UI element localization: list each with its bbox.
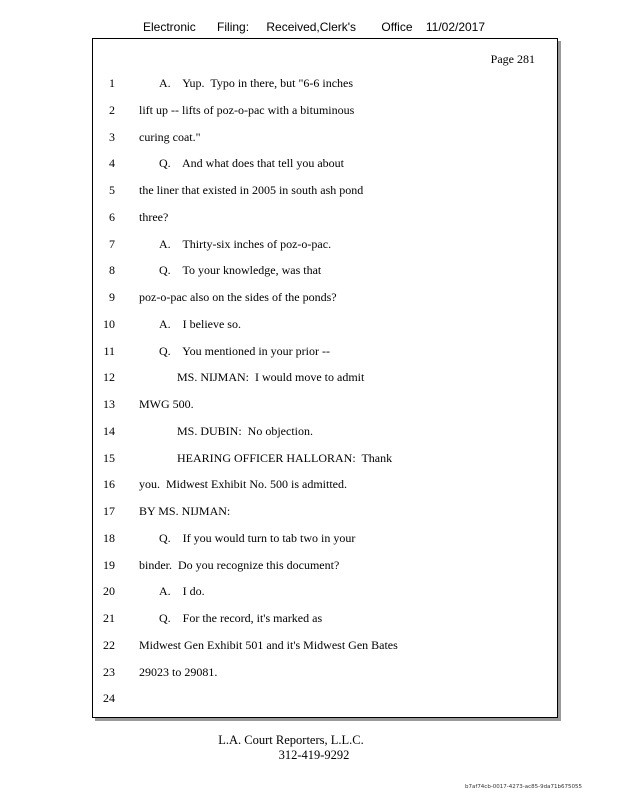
transcript-line [93, 476, 557, 492]
line-text: A. Yup. Typo in there, but "6-6 inches [159, 76, 354, 90]
line-text: curing coat." [139, 129, 201, 144]
transcript-line [93, 637, 557, 653]
line-number: 1 [109, 76, 115, 90]
transcript-line [93, 450, 557, 466]
transcript-page [92, 38, 558, 718]
line-text: three? [139, 209, 169, 224]
line-number: 10 [103, 316, 115, 331]
transcript-line [93, 182, 557, 198]
transcript-line [93, 610, 557, 626]
transcript-line [93, 209, 557, 225]
line-number: 22 [103, 637, 115, 652]
line-text: BY MS. NIJMAN: [139, 504, 231, 518]
transcript-line [93, 102, 557, 118]
line-number: 19 [103, 557, 115, 572]
line-number: 24 [103, 691, 115, 706]
line-number: 23 [103, 664, 115, 679]
reporter-company: L.A. Court Reporters, L.L.C. [218, 733, 364, 747]
transcript-line [93, 75, 557, 91]
header-received: Received,Clerk's [266, 20, 357, 34]
transcript-line [93, 690, 557, 706]
transcript-line [93, 423, 557, 439]
transcript-line [93, 530, 557, 546]
line-text: Q. And what does that tell you about [159, 156, 344, 171]
line-text: you. Midwest Exhibit No. 500 is admitted. [139, 477, 347, 492]
line-text: lift up -- lifts of poz-o-pac with a bituminous [139, 102, 355, 117]
page-number: Page 281 [490, 52, 535, 66]
transcript-line [93, 503, 557, 519]
line-text: A. Thirty-six inches of poz-o-pac. [159, 236, 332, 251]
line-text: poz-o-pac also on the sides of the ponds? [139, 290, 337, 304]
line-number: 3 [109, 129, 115, 144]
line-text: Midwest Gen Exhibit 501 and it's Midwest Gen Bates [139, 637, 398, 652]
line-text: Q. To your knowledge, was that [159, 263, 322, 278]
line-number: 17 [103, 504, 115, 518]
line-text: MS. DUBIN: No objection. [177, 423, 313, 438]
transcript-line [93, 557, 557, 573]
line-number: 21 [103, 611, 115, 625]
line-text: A. I believe so. [159, 316, 241, 331]
line-number: 9 [109, 290, 115, 304]
line-number: 14 [103, 423, 115, 438]
line-text: Q. If you would turn to tab two in your [159, 530, 356, 545]
header-date: 11/02/2017 [425, 20, 486, 34]
transcript-line [93, 289, 557, 305]
transcript-line [93, 236, 557, 252]
line-number: 12 [103, 370, 115, 385]
line-text: binder. Do you recognize this document? [139, 557, 340, 572]
line-text: the liner that existed in 2005 in south ash pond [139, 183, 364, 197]
header-office: Office [381, 20, 413, 34]
line-number: 8 [109, 263, 115, 278]
line-number: 18 [103, 530, 115, 545]
transcript-line [93, 583, 557, 599]
line-number: 5 [109, 183, 115, 197]
line-text: Q. For the record, it's marked as [159, 611, 323, 625]
transcript-line [93, 396, 557, 412]
header-filing: Filing: [217, 20, 250, 34]
line-text: Q. You mentioned in your prior -- [159, 343, 330, 358]
line-number: 16 [103, 477, 115, 492]
line-text: MWG 500. [139, 397, 194, 411]
line-text: A. I do. [159, 584, 205, 599]
transcript-line [93, 262, 557, 278]
reporter-phone: 312-419-9292 [278, 748, 350, 762]
header-electronic: Electronic [143, 20, 196, 34]
transcript-line [93, 369, 557, 385]
line-text: 29023 to 29081. [139, 664, 218, 679]
transcript-line [93, 343, 557, 359]
line-number: 13 [103, 397, 115, 411]
line-number: 11 [103, 343, 115, 358]
line-number: 20 [103, 584, 115, 599]
line-text: HEARING OFFICER HALLORAN: Thank [177, 450, 393, 465]
transcript-line [93, 664, 557, 680]
line-number: 4 [109, 156, 115, 171]
line-number: 15 [103, 450, 115, 465]
document-id: b7af74cb-0017-4273-ac85-9da71b675055 [465, 784, 582, 790]
filing-header [143, 20, 485, 34]
line-number: 6 [109, 209, 115, 224]
transcript-line [93, 129, 557, 145]
line-number: 7 [109, 236, 115, 251]
line-number: 2 [109, 102, 115, 117]
reporter-footer [0, 733, 618, 763]
transcript-line [93, 316, 557, 332]
line-text: MS. NIJMAN: I would move to admit [177, 370, 365, 385]
transcript-line [93, 155, 557, 171]
